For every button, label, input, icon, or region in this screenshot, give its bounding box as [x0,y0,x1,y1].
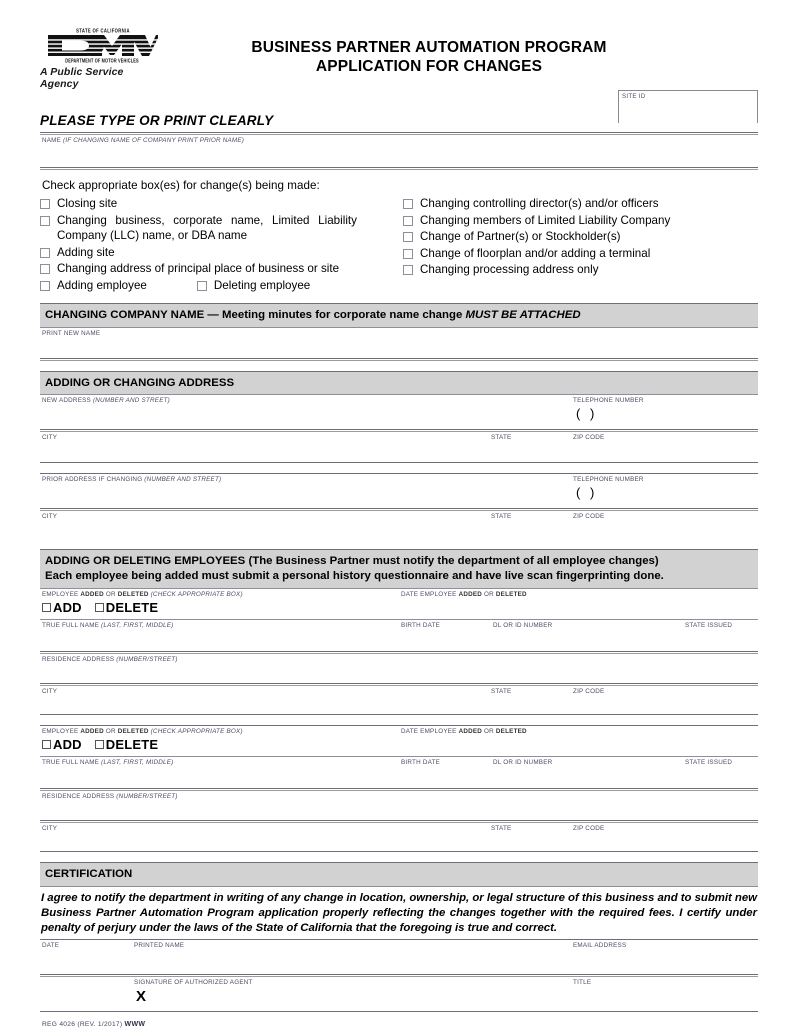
checkbox-icon[interactable] [403,216,413,226]
certification-email-field[interactable] [571,940,758,975]
form-title-line1: BUSINESS PARTNER AUTOMATION PROGRAM [251,39,607,56]
checkbox-icon[interactable] [40,281,50,291]
name-field-label: NAME (IF CHANGING NAME OF COMPANY PRINT PRIOR NAME) [42,137,245,144]
print-new-name-label: PRINT NEW NAME [42,329,101,337]
print-clearly-text: PLEASE TYPE OR PRINT CLEARLY [40,113,274,128]
checkbox-column-left [40,196,402,294]
add-label: ADD [53,737,82,752]
section-bar-address: ADDING OR CHANGING ADDRESS [40,371,758,396]
add-label: ADD [53,600,82,615]
birth-date-label: BIRTH DATE [401,759,441,766]
checkbox-icon[interactable] [403,265,413,275]
employee-name-field-1[interactable] [40,620,399,651]
date-label: DATE [42,942,60,950]
checkbox-icon-delete[interactable] [95,740,104,749]
employee-residence-field-1[interactable] [40,654,758,683]
telephone-label: TELEPHONE NUMBER [573,397,644,404]
checkbox-changing-business-name[interactable] [40,213,402,244]
address-grid-new [40,395,758,429]
checkbox-change-partners[interactable] [403,229,758,245]
checkbox-closing-site[interactable] [40,196,402,212]
state-field-prior[interactable] [489,511,571,539]
logo-tagline: A Public Service Agency [40,66,124,90]
form-number: REG 4026 (REV. 1/2017) [42,1021,125,1028]
city-field-prior[interactable] [40,511,489,539]
residence-address-label: RESIDENCE ADDRESS (NUMBER/STREET) [42,656,178,663]
certification-title-field[interactable] [571,977,758,1011]
checkbox-columns [40,196,758,294]
employee-name-field-2[interactable] [40,757,399,788]
state-label: STATE [491,434,512,441]
certification-grid-row1 [40,939,758,974]
checkbox-icon[interactable] [403,199,413,209]
telephone-field-new[interactable] [571,395,758,429]
dl-number-label: DL OR ID NUMBER [493,759,553,766]
checkbox-icon-add[interactable] [42,603,51,612]
employee-action-label: EMPLOYEE ADDED OR DELETED (CHECK APPROPRIATE BOX) [42,591,243,598]
form-title [162,26,758,76]
employee-name-label: TRUE FULL NAME (LAST, FIRST, MIDDLE) [42,622,174,629]
print-clearly-row [40,93,758,132]
employee-state-field-2[interactable] [489,823,571,851]
dmv-logo [40,26,162,90]
checkbox-change-floorplan[interactable] [403,246,758,262]
telephone-parens: ( ) [576,406,598,421]
employee-birthdate-field-1[interactable] [399,620,491,651]
city-label: CITY [42,513,58,520]
section-bar-employees [40,549,758,589]
checkbox-icon[interactable] [403,249,413,259]
checkbox-label: Changing controlling director(s) and/or officers [420,197,659,210]
add-delete-checkbox-group-1 [40,599,399,617]
city-label: CITY [42,688,58,695]
state-issued-label: STATE ISSUED [685,622,733,629]
dl-number-label: DL OR ID NUMBER [493,622,553,629]
section-bar-line1: ADDING OR DELETING EMPLOYEES (The Business Partner must notify the department of all employee changes) [45,555,659,567]
employee-date-label: DATE EMPLOYEE ADDED OR DELETED [401,591,527,598]
checkbox-icon[interactable] [40,199,50,209]
prior-address-label: PRIOR ADDRESS IF CHANGING (NUMBER AND STREET) [42,476,222,483]
form-title-line2: APPLICATION FOR CHANGES [315,58,543,75]
checkbox-icon[interactable] [403,232,413,242]
new-address-field[interactable] [40,395,571,429]
zip-field-prior[interactable] [571,511,758,539]
checkbox-label: Closing site [57,197,118,210]
employee-block-2-addrow [40,725,758,756]
checkbox-icon[interactable] [40,248,50,258]
employee-action-field-2[interactable] [40,726,399,757]
certification-signature-field[interactable] [132,977,571,1011]
employee-block-1-addrow [40,589,758,619]
state-label: STATE [491,825,512,832]
section-bar-emphasis: MUST BE ATTACHED [465,309,581,321]
checkbox-label: Changing members of Limited Liability Company [420,213,671,227]
checkbox-changing-address-principal[interactable] [40,261,402,277]
add-delete-checkbox-group-2 [40,736,399,754]
section-bar-line2: Each employee being added must submit a personal history questionnaire and have live scan fingerprinting done. [45,570,664,582]
checkbox-deleting-employee[interactable] [197,278,310,294]
employee-state-issued-field-1[interactable] [683,620,758,651]
zip-label: ZIP CODE [573,688,605,695]
employee-name-label: TRUE FULL NAME (LAST, FIRST, MIDDLE) [42,759,174,766]
employee-action-field-1[interactable] [40,589,399,619]
checkbox-icon[interactable] [40,216,50,226]
telephone-parens: ( ) [576,485,598,500]
checkbox-changing-processing-address[interactable] [403,262,758,278]
checkbox-label: Changing address of principal place of business or site [57,262,340,275]
state-label: STATE [491,688,512,695]
form-footer [40,1021,758,1028]
checkbox-label: Changing processing address only [420,263,599,276]
employee-block-2-citystatezip [40,823,758,851]
employee-state-issued-field-2[interactable] [683,757,758,788]
section-bar-company-name [40,303,758,328]
zip-label: ZIP CODE [573,513,605,520]
certification-date-field-blank[interactable] [40,977,132,1011]
logo-dept-line: DEPARTMENT OF MOTOR VEHICLES [65,57,139,64]
logo-state-line: STATE OF CALIFORNIA [76,27,130,34]
print-new-name-field[interactable] [40,328,758,358]
city-field-new[interactable] [40,432,489,462]
employee-date-field-2[interactable] [399,726,758,757]
checkbox-adding-employee-row [40,278,402,294]
residence-address-label: RESIDENCE ADDRESS (NUMBER/STREET) [42,793,178,800]
checkbox-icon-add[interactable] [42,740,51,749]
zip-field-new[interactable] [571,432,758,462]
title-label: TITLE [573,979,592,987]
delete-label: DELETE [105,600,159,615]
site-id-label: SITE ID [622,93,646,100]
divider [40,1011,758,1012]
section-bar-text: CHANGING COMPANY NAME — Meeting minutes for corporate name change [45,309,466,321]
checkbox-changing-directors[interactable] [403,196,758,212]
printed-name-label: PRINTED NAME [134,942,185,950]
address-grid-citystatezip-prior [40,511,758,539]
new-address-label: NEW ADDRESS (NUMBER AND STREET) [42,397,170,404]
checkbox-icon[interactable] [40,264,50,274]
form-sheet [40,26,758,1028]
telephone-field-prior[interactable] [571,474,758,509]
checkbox-adding-site[interactable] [40,245,402,261]
certification-printed-name-field[interactable] [132,940,571,975]
employee-dl-field-2[interactable] [491,757,683,788]
checkbox-intro: Check appropriate box(es) for change(s) being made: [42,179,320,192]
address-grid-citystatezip-new [40,432,758,462]
name-field[interactable] [40,135,758,167]
checkbox-label: Change of Partner(s) or Stockholder(s) [420,230,621,243]
checkbox-icon-delete[interactable] [95,603,104,612]
section-bar-certification: CERTIFICATION [40,862,758,887]
employee-date-field-1[interactable] [399,589,758,619]
checkbox-label: Deleting employee [213,278,311,292]
signature-label: SIGNATURE OF AUTHORIZED AGENT [134,979,253,987]
delete-label: DELETE [105,737,159,752]
state-issued-label: STATE ISSUED [685,759,733,766]
city-label: CITY [42,825,58,832]
prior-address-field[interactable] [40,474,571,509]
form-www-tag: WWW [124,1021,146,1028]
employee-birthdate-field-2[interactable] [399,757,491,788]
certification-body: I agree to notify the department in writing of any change in location, ownership, or legal structure of this business and to submit new Business Partner Automation Program application properly reflecting the changes together with the required fees. I certify under penalty of perjury under the laws of the State of California that the foregoing is true and correct. [41,891,757,935]
checkbox-changing-llc-members[interactable] [403,213,758,229]
state-field-new[interactable] [489,432,571,462]
checkbox-label: Changing business, corporate name, Limited Liability Company (LLC) name, or DBA name [57,213,357,242]
telephone-label: TELEPHONE NUMBER [573,476,644,483]
checkbox-label: Adding employee [57,278,147,292]
birth-date-label: BIRTH DATE [401,622,441,629]
zip-label: ZIP CODE [573,434,605,441]
employee-residence-field-2[interactable] [40,791,758,820]
employee-block-1-citystatezip [40,686,758,714]
employee-date-label: DATE EMPLOYEE ADDED OR DELETED [401,728,527,735]
email-address-label: EMAIL ADDRESS [573,942,627,950]
checkbox-column-right [402,196,758,294]
employee-dl-field-1[interactable] [491,620,683,651]
form-header [40,26,758,88]
employee-state-field-1[interactable] [489,686,571,714]
employee-action-label: EMPLOYEE ADDED OR DELETED (CHECK APPROPRIATE BOX) [42,728,243,735]
address-grid-prior [40,473,758,508]
zip-label: ZIP CODE [573,825,605,832]
certification-grid-row2 [40,977,758,1011]
employee-city-field-1[interactable] [40,686,489,714]
employee-block-1-namerow [40,620,758,651]
dmv-wordmark-icon [46,34,158,57]
checkbox-label: Change of floorplan and/or adding a terminal [420,246,651,260]
employee-zip-field-1[interactable] [571,686,758,714]
certification-date-field[interactable] [40,940,132,975]
checkbox-icon[interactable] [197,281,207,291]
site-id-field[interactable] [618,90,758,123]
divider [40,169,758,170]
employee-zip-field-2[interactable] [571,823,758,851]
city-label: CITY [42,434,58,441]
employee-block-2-namerow [40,757,758,788]
employee-city-field-2[interactable] [40,823,489,851]
state-label: STATE [491,513,512,520]
signature-x-marker: X [136,988,147,1006]
checkbox-label: Adding site [57,245,115,259]
